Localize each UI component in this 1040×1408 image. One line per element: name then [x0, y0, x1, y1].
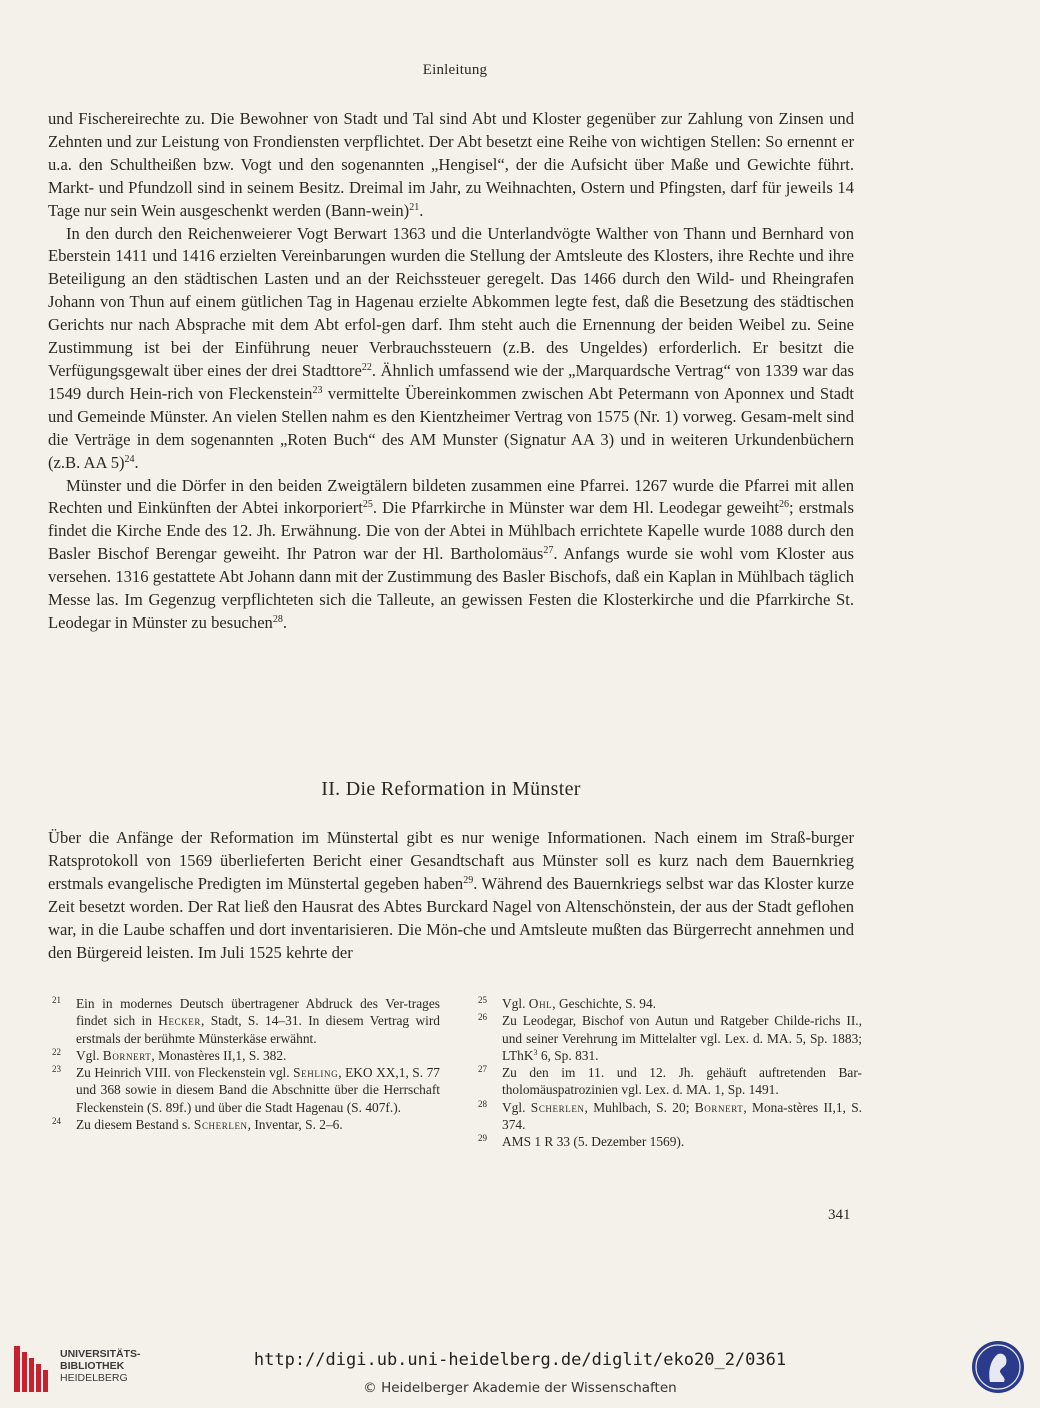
- library-name-line-2: BIBLIOTHEK: [60, 1360, 125, 1372]
- library-name-line-3: HEIDELBERG: [60, 1372, 128, 1384]
- footnote-23-text-a: Zu Heinrich VIII. von Fleckenstein vgl.: [76, 1065, 294, 1081]
- footnote-26-text-b: 6, Sp. 831.: [537, 1047, 599, 1063]
- footnote-text: [76, 1047, 440, 1064]
- footnote-text: [502, 1133, 862, 1150]
- footnote-28-author: Scherlen: [530, 1099, 585, 1115]
- footnote-21-text-b: , Stadt, S. 14–31. In diesem Vertrag wird erstmals der berühmte Münsterkäse erwähnt.: [76, 1013, 440, 1046]
- footnote-28-text-b: , Muhlbach, S. 20;: [584, 1099, 695, 1115]
- footnotes-left-column: [52, 995, 440, 1151]
- paragraph-4: Über die Anfänge der Reformation im Münstertal gibt es nur wenige Informationen. Nach einem im Straß-burger Ratsprotokoll von 1569 überlieferten Bericht einer Gesandtschaft aus Münster soll es kurz nach dem Bauernkrieg erstmals evangelische Predigten im Münstertal gegeben haben$^{29}$. Während des Bauernkriegs selbst war das Kloster kurze Zeit besetzt worden. Der Rat ließ den Hausrat des Abtes Burckard Nagel von Altenschönstein, der aus der Stadt geflohen war, in die Laube schaffen und dort inventarisieren. Die Mön-che und Amtsleute mußten das Bürgerrecht annehmen und den Bürgereid leisten. Im Juli 1525 kehrte der: [48, 828, 854, 963]
- footnote-21-author: Hecker: [158, 1013, 202, 1029]
- footnotes: [52, 995, 862, 1151]
- paragraph-2: In den durch den Reichenweierer Vogt Berwart 1363 und die Unterlandvögte Walther von Thann und Bernhard von Eberstein 1411 und 1416 erzielten Vereinbarungen wurden die Stellung der Amtsleute des Klosters, ihre Rechte und ihre Beteiligung an den städtischen Lasten und an der Reichssteuer geregelt. Das 1466 durch den Wild- und Rheingrafen Johann von Thun auf einem gütlichen Tag in Hagenau erzielte Abkommen legte fest, daß die Besetzung des städtischen Gerichts nur nach Absprache mit dem Abt erfol-gen darf. Ihm steht auch die Ernennung der beiden Weibel zu. Seine Zustimmung ist bei der Einführung neuer Verbrauchssteuern (z.B. des Ungeldes) erforderlich. Er besitzt die Verfügungsgewalt über eines der drei Stadttore$^{22}$. Ähnlich umfassend wie der „Marquardsche Vertrag“ von 1339 war das 1549 durch Hein-rich von Fleckenstein$^{23}$ vermittelte Übereinkommen zwischen Abt Petermann von Aponnex und Stadt und Gemeinde Münster. An vielen Stellen nahm es den Kientzheimer Vertrag von 1575 (Nr. 1) vorweg. Gesam-melt sind die Verträge in dem sogenannten „Roten Buch“ des AM Munster (Signatur AA 3) und in weiteren Urkundenbüchern (z.B. AA 5)$^{24}$.: [48, 223, 854, 472]
- footnote-number: 23: [52, 1064, 61, 1075]
- footnote-24-author: Scherlen: [193, 1117, 248, 1133]
- footnote-text: [502, 1099, 862, 1134]
- footnote-text: [502, 1012, 862, 1064]
- footnote-27: [478, 1064, 862, 1099]
- footnote-23-author: Sehling: [293, 1065, 339, 1081]
- footnote-text: [502, 995, 862, 1012]
- footnote-21: [52, 995, 440, 1047]
- footnote-number: 26: [478, 1012, 487, 1023]
- footnote-ref-27[interactable]: 27: [543, 545, 554, 557]
- footnote-26-superscript: 3: [533, 1047, 538, 1057]
- footnote-24-text-a: Zu diesem Bestand s.: [76, 1117, 194, 1133]
- footnote-ref-23[interactable]: 23: [312, 384, 323, 396]
- footnote-ref-25[interactable]: 25: [362, 499, 373, 511]
- footnote-23-text-b: , EKO XX,1, S. 77 und 368 sowie in diesem Band die Abschnitte über die Herrschaft Fleckenstein (S. 89f.) und über die Stadt Hagenau (S. 407f.).: [76, 1065, 440, 1115]
- copyright-notice: © Heidelberger Akademie der Wissenschaften: [363, 1380, 677, 1396]
- footnote-number: 22: [52, 1046, 61, 1057]
- footnote-28-text-c: , Mona-stères II,1, S. 374.: [502, 1099, 862, 1133]
- footnote-22-text-a: Vgl.: [76, 1047, 103, 1063]
- footnote-text: [76, 1116, 440, 1133]
- footnote-23: [52, 1064, 440, 1116]
- footnote-24-text-b: , Inventar, S. 2–6.: [247, 1117, 343, 1133]
- paragraph-2-text-c: vermittelte Übereinkommen zwischen Abt Petermann von Aponnex und Stadt und Gemeinde Münster. An vielen Stellen nahm es den Kientzheimer Vertrag von 1575 (Nr. 1) vorweg. Gesam-melt sind die Verträge in dem sogenannten „Roten Buch“ des AM Munster (Signatur AA 3) und in weiteren Urkundenbüchern (z.B. AA 5): [48, 383, 854, 472]
- footnote-number: 21: [52, 995, 61, 1005]
- footnote-21-text-a: Ein in modernes Deutsch übertragener Abdruck des Ver-trages findet sich in: [76, 996, 440, 1029]
- paragraph-1-text: und Fischereirechte zu. Die Bewohner von Stadt und Tal sind Abt und Kloster gegenüber zur Zahlung von Zinsen und Zehnten und zur Leistung von Frondiensten verpflichtet. Der Abt besetzt eine Reihe von wichtigen Stellen: So ernennt er u.a. den Schultheißen bzw. Vogt und den sogenannten „Hengisel“, der die Aufsicht über Maße und Gewichte führt. Markt- und Pfundzoll sind in seinem Besitz. Dreimal im Jahr, zu Weihnachten, Ostern und Pfingsten, darf für jeweils 14 Tage nur sein Wein ausgeschenkt werden (Bann-wein): [48, 109, 854, 220]
- footnote-text: [502, 1064, 862, 1099]
- paragraph-1: und Fischereirechte zu. Die Bewohner von Stadt und Tal sind Abt und Kloster gegenüber zur Zahlung von Zinsen und Zehnten und zur Leistung von Frondiensten verpflichtet. Der Abt besetzt eine Reihe von wichtigen Stellen: So ernennt er u.a. den Schultheißen bzw. Vogt und den sogenannten „Hengisel“, der die Aufsicht über Maße und Gewichte führt. Markt- und Pfundzoll sind in seinem Besitz. Dreimal im Jahr, zu Weihnachten, Ostern und Pfingsten, darf für jeweils 14 Tage nur sein Wein ausgeschenkt werden (Bann-wein)$^{21}$.: [48, 109, 854, 220]
- footnote-25-text-a: Vgl.: [502, 996, 529, 1011]
- footnote-28-author-2: Bornert: [694, 1099, 744, 1115]
- paragraph-3-text-c: ; erstmals findet die Kirche Ende des 12. Jh. Erwähnung. Die von der Abtei in Mühlbach errichtete Kapelle wurde 1088 durch den Basler Bischof Berengar geweiht. Ihr Patron war der Hl. Bartholomäus: [48, 498, 855, 564]
- footnote-number: 27: [478, 1064, 487, 1075]
- footer-bar: [0, 1338, 1040, 1408]
- footnote-number: 25: [478, 995, 487, 1005]
- paragraph-2-text-b: Ähnlich umfassend wie der „Marquardsche Vertrag“ von 1339 war das 1549 durch Hein-rich von Fleckenstein: [48, 360, 854, 403]
- paragraph-3-text-a: Münster und die Dörfer in den beiden Zweigtälern bildeten zusammen eine Pfarrei. 1267 wurde die Pfarrei mit allen Rechten und Einkünften der Abtei inkorporiert: [48, 475, 854, 518]
- footnote-22-text-b: , Monastères II,1, S. 382.: [151, 1047, 287, 1063]
- footnote-28-text-a: Vgl.: [502, 1099, 531, 1115]
- footnote-29: [478, 1133, 862, 1150]
- footnote-25-author: Ohl: [528, 996, 553, 1011]
- footnote-26-text-a: Zu Leodegar, Bischof von Autun und Ratgeber Childe-richs II., und seiner Verehrung im Mittelalter vgl. Lex. d. MA. 5, Sp. 1883; LThK: [502, 1013, 862, 1063]
- footnote-29-text: AMS 1 R 33 (5. Dezember 1569).: [502, 1134, 685, 1150]
- footnote-ref-28[interactable]: 28: [272, 613, 283, 625]
- footnote-22: [52, 1047, 440, 1064]
- footnote-number: 28: [478, 1098, 487, 1109]
- body-text-section-2: [48, 826, 854, 965]
- footnote-ref-24[interactable]: 24: [124, 453, 135, 465]
- footnote-28: [478, 1099, 862, 1134]
- section-heading: II. Die Reformation in Münster: [321, 778, 581, 800]
- footnote-25-text-b: , Geschichte, S. 94.: [552, 996, 657, 1011]
- paragraph-3-text-b: Die Pfarrkirche in Münster war dem Hl. Leodegar geweiht: [382, 498, 779, 518]
- footnote-22-author: Bornert: [102, 1047, 152, 1063]
- footnote-ref-26[interactable]: 26: [779, 499, 789, 511]
- library-name-line-1: UNIVERSITÄTS-: [60, 1348, 141, 1360]
- footnote-text: [76, 995, 440, 1047]
- footnote-ref-22[interactable]: 22: [361, 361, 372, 373]
- academy-seal-icon: [970, 1338, 1026, 1396]
- paragraph-4-text-b: Während des Bauernkriegs selbst war das Kloster kurze Zeit besetzt worden. Der Rat ließ den Hausrat des Abtes Burckard Nagel von Altenschönstein, der aus der Stadt geflohen war, in die Laube schaffen und dort inventarisieren. Die Mön-che und Amtsleute mußten das Bürgerrecht annehmen und den Bürgereid leisten. Im Juli 1525 kehrte der: [48, 874, 854, 963]
- footnote-number: 24: [52, 1116, 61, 1127]
- footnotes-right-column: [478, 995, 862, 1151]
- footnote-27-text: Zu den im 11. und 12. Jh. gehäuft auftretenden Bar-tholomäuspatrozinien vgl. Lex. d. MA. 1, Sp. 1491.: [502, 1065, 862, 1098]
- footnote-number: 29: [478, 1133, 487, 1144]
- running-head: Einleitung: [422, 62, 488, 78]
- paragraph-3-text-d: Anfangs wurde sie wohl vom Kloster aus versehen. 1316 gestattete Abt Johann dann mit der Zustimmung des Basler Bischofs, daß ein Kaplan in Mühlbach täglich Messe las. Im Gegenzug verpflichteten sich die Talleute, an gewissen Festen die Klosterkirche und die Pfarrkirche St. Leodegar in Münster zu besuchen: [48, 544, 854, 632]
- paragraph-4-text-a: Über die Anfänge der Reformation im Münstertal gibt es nur wenige Informationen. Nach einem im Straß-burger Ratsprotokoll von 1569 überlieferten Bericht einer Gesandtschaft aus Münster soll es kurz nach dem Bauernkrieg erstmals evangelische Predigten im Münstertal gegeben haben: [48, 828, 854, 894]
- paragraph-3: Münster und die Dörfer in den beiden Zweigtälern bildeten zusammen eine Pfarrei. 1267 wurde die Pfarrei mit allen Rechten und Einkünften der Abtei inkorporiert$^{25}$. Die Pfarrkirche in Münster war dem Hl. Leodegar geweiht$^{26}$; erstmals findet die Kirche Ende des 12. Jh. Erwähnung. Die von der Abtei in Mühlbach errichtete Kapelle wurde 1088 durch den Basler Bischof Berengar geweiht. Ihr Patron war der Hl. Bartholomäus$^{27}$. Anfangs wurde sie wohl vom Kloster aus versehen. 1316 gestattete Abt Johann dann mit der Zustimmung des Basler Bischofs, daß ein Kaplan in Mühlbach täglich Messe las. Im Gegenzug verpflichteten sich die Talleute, an gewissen Festen die Klosterkirche und die Pfarrkirche St. Leodegar in Münster zu besuchen$^{28}$.: [48, 475, 855, 632]
- footnote-ref-21[interactable]: 21: [409, 201, 420, 213]
- paragraph-2-text-a: In den durch den Reichenweierer Vogt Berwart 1363 und die Unterlandvögte Walther von Thann und Bernhard von Eberstein 1411 und 1416 erzielten Vereinbarungen wurden die Stellung der Amtsleute des Klosters, ihre Rechte und ihre Beteiligung an den städtischen Lasten und an der Reichssteuer geregelt. Das 1466 durch den Wild- und Rheingrafen Johann von Thun auf einem gütlichen Tag in Hagenau erzielte Abkommen legte fest, daß die Besetzung des städtischen Gerichts nur nach Absprache mit dem Abt erfol-gen darf. Ihm steht auch die Ernennung der beiden Weibel zu. Seine Zustimmung ist bei der Einführung neuer Verbrauchssteuern (z.B. des Ungeldes) erforderlich. Er besitzt die Verfügungsgewalt über eines der drei Stadttore: [48, 223, 854, 380]
- source-url-link[interactable]: http://digi.ub.uni-heidelberg.de/diglit/eko20_2/0361: [253, 1350, 787, 1370]
- page-number: 341: [828, 1207, 851, 1223]
- footnote-24: [52, 1116, 440, 1133]
- footnote-text: [76, 1064, 440, 1116]
- body-text-section-1: [48, 108, 854, 635]
- footnote-ref-29[interactable]: 29: [463, 875, 474, 887]
- footnote-26: [478, 1012, 862, 1064]
- footnote-25: [478, 995, 862, 1012]
